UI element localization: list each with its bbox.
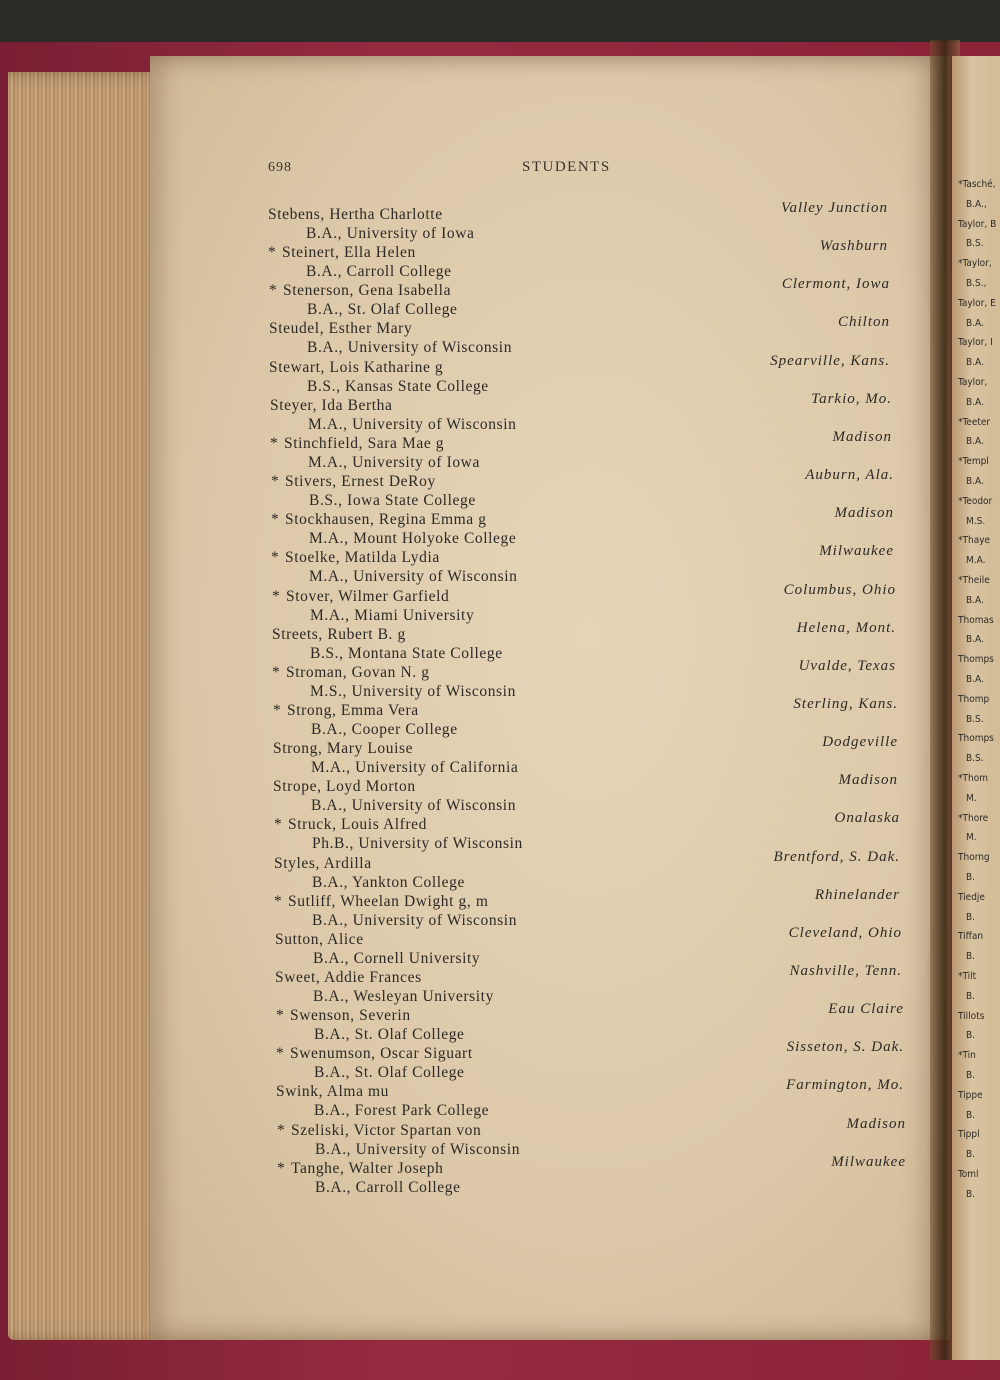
next-page-text: B. [966,990,976,1002]
student-degree: M.A., University of California [311,759,519,777]
student-degree: B.A., University of Wisconsin [315,1140,521,1158]
student-name-line [273,739,413,758]
student-name-line [270,434,444,453]
student-name-line [271,548,440,567]
next-page-text: Tiffan [958,931,984,943]
student-name: Stenerson, Gena Isabella [283,282,452,300]
next-page-text: Taylor, E [958,297,996,309]
next-page-text: B. [966,1109,976,1121]
next-page-text: B. [966,1070,976,1081]
student-name: Stivers, Ernest DeRoy [285,473,436,491]
student-entry [277,1153,917,1197]
star-marker: * [274,816,283,834]
student-location: Madison [834,505,894,522]
student-location: Farmington, Mo. [786,1077,904,1094]
student-degree: M.S., University of Wisconsin [310,682,516,700]
student-location: Auburn, Ala. [805,467,894,484]
student-entry [270,390,910,434]
page-edges [8,72,166,1340]
student-degree: B.A., St. Olaf College [307,301,458,319]
student-name: Swenumson, Oscar Siguart [290,1045,473,1063]
next-page-text: B.A. [966,634,984,646]
next-page-text: B.A. [966,594,984,606]
next-page-text: B. [966,872,976,883]
star-marker: * [276,1007,285,1025]
next-page-text: B. [966,1188,976,1200]
student-name-line [268,243,416,262]
student-degree: B.A., St. Olaf College [314,1064,465,1082]
student-degree: B.A., University of Wisconsin [311,797,517,815]
student-name-line [275,930,364,949]
student-degree: B.S., Kansas State College [307,377,489,395]
next-page-text: *Templ [958,456,989,468]
student-location: Onalaska [834,810,900,827]
student-name-line [272,663,430,682]
student-location: Rhinelander [814,886,900,903]
next-page-text: Thomps [958,654,994,666]
next-page-text: *Tasché, [958,179,996,190]
student-name-line [272,587,449,606]
next-page-text: B. [966,951,976,963]
star-marker: * [277,1121,286,1139]
student-name: Strong, Emma Vera [287,701,419,719]
next-page-text: B. [966,1030,976,1042]
star-marker: * [273,701,282,719]
student-degree: B.A., Carroll College [315,1178,461,1196]
student-degree: B.A., University of Wisconsin [307,339,513,357]
student-name: Sutliff, Wheelan Dwight g, m [288,892,489,910]
student-entry [277,1115,917,1159]
next-page-text: M.S. [966,515,986,527]
student-entry [273,772,913,815]
student-entry [273,734,913,777]
next-page-text: Tippe [958,1089,983,1101]
student-degree: M.A., Miami University [310,606,475,624]
student-name-line [274,892,488,911]
student-entry [269,276,909,319]
student-degree: B.A., Yankton College [312,873,465,891]
student-name: Sutton, Alice [275,930,364,948]
student-name: Tanghe, Walter Joseph [291,1159,444,1177]
student-name-line [277,1121,481,1140]
student-name: Styles, Ardilla [274,854,372,872]
next-page-text: B.A. [966,674,984,685]
student-name-line [273,777,416,796]
star-marker: * [271,473,280,491]
student-degree: B.A., Forest Park College [314,1102,490,1120]
student-name-line [269,319,412,338]
student-location: Uvalde, Texas [798,657,896,674]
next-page-text: B.S., [966,278,987,289]
student-name-line [269,358,443,377]
student-name: Stroman, Govan N. g [286,663,430,681]
student-location: Eau Claire [828,1001,904,1018]
star-marker: * [271,511,280,529]
next-page-text: Thomps [958,733,994,745]
student-location: Washburn [819,238,888,255]
next-page-text: B.S. [966,713,984,725]
star-marker: * [271,549,280,567]
next-page-text: *Thore [958,812,989,824]
student-location: Sterling, Kans. [793,695,898,712]
next-page-text: B.A. [966,357,984,369]
student-entry [273,695,913,739]
next-page-text: M. [966,792,977,804]
student-location: Madison [832,428,892,445]
student-location: Nashville, Tenn. [789,963,902,979]
student-degree: M.A., University of Wisconsin [308,415,517,433]
student-name-line [270,396,393,415]
student-location: Spearville, Kans. [770,352,890,369]
star-marker: * [272,587,281,605]
next-page-text: B.A., [966,198,987,210]
student-location: Cleveland, Ohio [788,924,902,941]
student-entry [271,505,911,548]
student-name: Steudel, Esther Mary [269,320,413,338]
next-page-text: B.A. [966,396,984,408]
student-degree: B.A., Cooper College [311,720,458,738]
next-page-text: Tiedje [958,891,985,903]
star-marker: * [272,663,281,681]
student-degree: B.A., Carroll College [306,263,452,281]
next-page-text: Taylor, [958,377,988,388]
student-name: Stockhausen, Regina Emma g [285,511,487,529]
star-marker: * [270,434,279,452]
next-page-text: *Theile [958,575,990,586]
page-header-title: STUDENTS [522,159,611,175]
star-marker: * [277,1159,286,1177]
student-location: Sisseton, S. Dak. [786,1039,904,1056]
next-page-text: *Thaye [958,535,991,547]
student-location: Madison [846,1115,906,1132]
student-name: Stebens, Hertha Charlotte [268,206,443,223]
star-marker: * [268,244,277,262]
student-name-line [273,701,419,720]
next-page-text: B.A. [966,436,984,448]
page-number: 698 [268,160,292,175]
student-degree: M.A., University of Iowa [308,453,480,471]
student-location: Dodgeville [822,734,898,751]
next-page-text: M.A. [966,555,986,567]
student-degree: M.A., University of Wisconsin [309,568,518,586]
student-name: Streets, Rubert B. g [272,625,406,643]
student-entry [275,963,915,1006]
student-location: Clermont, Iowa [781,276,890,293]
next-page-text: Taylor, B [958,218,997,230]
student-entry [271,467,911,510]
student-name-line [272,625,406,644]
student-name-line [268,205,443,224]
student-entry [276,1077,916,1120]
next-page-text: Thomp [958,693,990,705]
next-page-text: *Teodor [958,495,993,507]
student-entry [268,200,908,243]
student-degree: B.A., University of Iowa [306,225,475,242]
student-location: Madison [838,772,898,789]
student-name: Steyer, Ida Bertha [270,396,393,414]
next-page-text: B.A. [966,476,984,487]
student-name-line [277,1159,443,1178]
student-name-line [271,510,487,529]
student-degree: Ph.B., University of Wisconsin [312,835,523,853]
student-name: Stinchfield, Sara Mae g [284,434,445,452]
star-marker: * [269,282,278,300]
student-location: Columbus, Ohio [783,581,896,598]
student-name: Strong, Mary Louise [273,740,414,758]
student-name: Stewart, Lois Katharine g [269,358,444,376]
student-degree: B.A., Cornell University [313,949,481,967]
student-name-line [276,1044,473,1063]
next-page-text: *Tin [958,1050,976,1062]
next-page-text: B. [966,911,976,923]
next-page-text: Toml [958,1169,979,1180]
student-name: Szeliski, Victor Spartan von [291,1121,482,1139]
next-page-text: Thorng [958,852,990,864]
student-degree: B.A., St. Olaf College [314,1026,465,1044]
next-page-text: Thomas [958,614,994,626]
next-page-text: *Thom [958,773,988,784]
next-page-text: M. [966,832,977,844]
student-name: Steinert, Ella Helen [282,244,416,262]
student-location: Tarkio, Mo. [811,390,892,407]
student-degree: B.A., University of Wisconsin [312,911,518,929]
next-page-text: B.S. [966,753,984,765]
student-name: Struck, Louis Alfred [288,816,427,834]
student-name: Stoelke, Matilda Lydia [285,549,440,567]
student-name-line [275,968,422,987]
next-page-text: Taylor, I [958,337,993,349]
student-location: Brentford, S. Dak. [773,848,900,865]
next-page-text: Tillots [958,1010,985,1022]
student-location: Milwaukee [819,543,894,560]
student-degree: B.S., Montana State College [310,644,503,662]
student-name: Swink, Alma mu [276,1083,390,1101]
student-degree: M.A., Mount Holyoke College [309,530,517,548]
student-name: Sweet, Addie Frances [275,969,422,986]
star-marker: * [274,892,283,910]
next-page-text: *Taylor, [958,258,992,270]
student-name-line [276,1082,389,1101]
student-location: Milwaukee [831,1153,906,1170]
student-name-line [271,472,436,491]
student-location: Helena, Mont. [796,619,896,636]
next-page-text: B. [966,1149,976,1161]
next-page-text: B.A. [966,317,984,329]
student-name-line [274,815,427,834]
student-name: Stover, Wilmer Garfield [286,587,450,605]
student-name: Swenson, Severin [290,1007,411,1025]
next-page-text: Tippl [958,1129,980,1141]
student-name-line [269,281,451,300]
student-degree: B.S., Iowa State College [309,492,476,510]
student-location: Chilton [837,314,890,331]
student-name-line [274,854,372,873]
next-page-text: *Teeter [958,416,991,428]
student-degree: B.A., Wesleyan University [313,988,494,1005]
student-name-line [276,1006,411,1025]
next-page-fragment [952,56,1000,1360]
student-location: Valley Junction [780,200,888,216]
next-page-text: B.S. [966,238,984,250]
student-name: Strope, Loyd Morton [273,778,416,796]
next-page-text: *Tilt [958,971,977,982]
star-marker: * [276,1045,285,1063]
